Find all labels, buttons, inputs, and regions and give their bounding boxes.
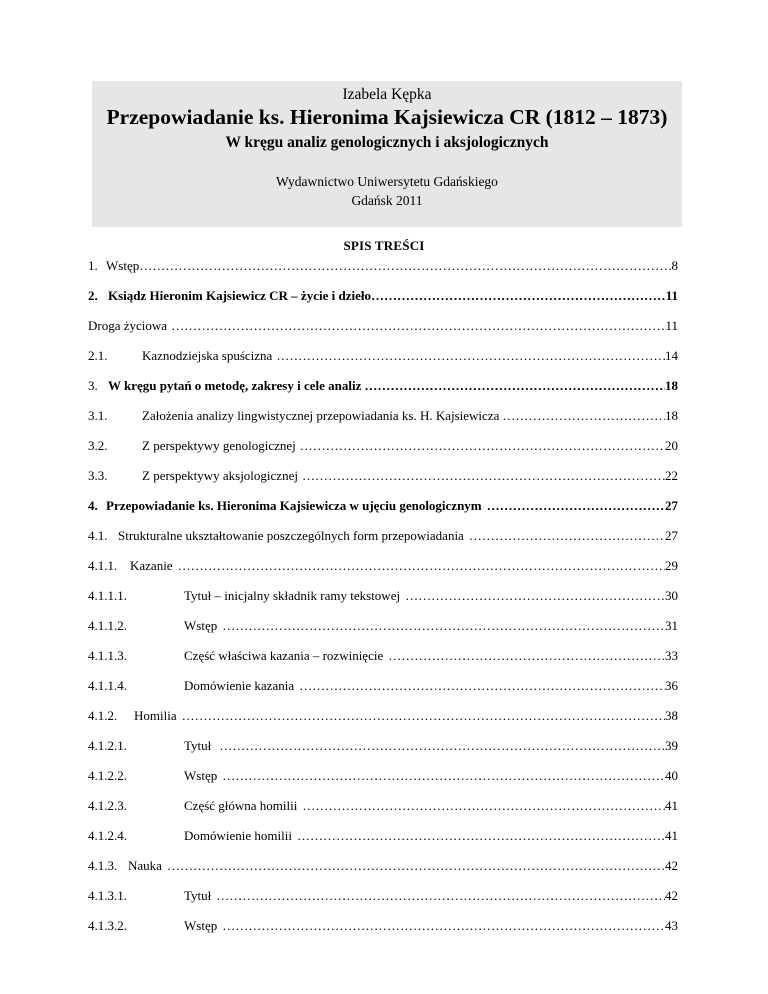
toc-entry-title: Kazanie <box>130 558 173 573</box>
book-subtitle: W kręgu analiz genologicznych i aksjologicznych <box>225 134 549 151</box>
toc-entry-title: Wstęp <box>184 618 218 633</box>
toc-heading: SPIS TREŚCI <box>343 238 425 253</box>
toc-entry-page: 33 <box>665 648 678 663</box>
toc-entry <box>88 798 678 818</box>
toc-entry-title: Założenia analizy lingwistycznej przepowiadania ks. H. Kajsiewicza <box>142 408 500 423</box>
toc-leader <box>400 588 665 604</box>
toc-entry <box>88 768 678 788</box>
toc-entry <box>88 648 678 668</box>
toc-entry <box>88 348 678 368</box>
toc-leader <box>167 318 665 334</box>
toc-entry-title: Z perspektywy genologicznej <box>142 438 296 453</box>
toc-leader <box>361 378 665 394</box>
toc-entry-number: 2. <box>88 288 98 303</box>
toc-entry-page: 11 <box>665 288 678 303</box>
toc-entry <box>88 378 678 398</box>
toc-entry-title: Nauka <box>128 858 162 873</box>
toc-entry-number: 4.1.2.4. <box>88 828 127 843</box>
toc-entry-number: 4.1.1.2. <box>88 618 127 633</box>
toc-entry-title: Domówienie kazania <box>184 678 295 693</box>
toc-leader <box>173 558 665 574</box>
toc-entry-page: 38 <box>665 708 678 723</box>
toc-entry-title: Przepowiadanie ks. Hieronima Kajsiewicza w ujęciu genologicznym <box>106 498 482 513</box>
publication-place-year: Gdańsk 2011 <box>351 193 423 208</box>
toc-leader <box>294 678 665 694</box>
toc-entry-title: Strukturalne ukształtowanie poszczególnych form przepowiadania <box>118 528 464 543</box>
toc-leader <box>211 738 665 754</box>
toc-entry <box>88 678 678 698</box>
toc-entry-number: 4.1.3.2. <box>88 918 127 933</box>
toc-entry <box>88 408 678 428</box>
toc-leader <box>292 828 665 844</box>
toc-entry-title: Tytuł <box>184 888 212 903</box>
toc-leader <box>371 288 666 304</box>
toc-entry-title: Kaznodziejska spuścizna <box>142 348 273 363</box>
toc-entry-page: 11 <box>665 318 678 333</box>
toc-entry-title: Tytuł <box>184 738 212 753</box>
toc-entry <box>88 738 678 758</box>
toc-leader <box>297 798 665 814</box>
toc-entry-page: 43 <box>665 918 678 933</box>
toc-entry-number: 4.1. <box>88 528 108 543</box>
toc-entry-title: Wstęp <box>106 258 140 273</box>
toc-entry-title: Homilia <box>134 708 177 723</box>
toc-entry-page: 27 <box>665 528 678 543</box>
toc-entry-number: 4. <box>88 498 98 513</box>
publisher: Wydawnictwo Uniwersytetu Gdańskiego <box>276 174 498 189</box>
toc-leader <box>217 768 665 784</box>
toc-entry-page: 41 <box>665 798 678 813</box>
toc-entry-number: 4.1.3. <box>88 858 118 873</box>
toc-leader <box>177 708 665 724</box>
toc-entry-page: 14 <box>665 348 678 363</box>
toc-entry <box>88 828 678 848</box>
toc-entry-page: 40 <box>665 768 678 783</box>
toc-entry <box>88 618 678 638</box>
toc-leader <box>464 528 665 544</box>
author-name: Izabela Kępka <box>342 86 432 103</box>
toc-entry-number: 4.1.2.2. <box>88 768 127 783</box>
toc-leader <box>211 888 665 904</box>
toc-entry-number: 2.1. <box>88 348 108 363</box>
toc-entry-page: 42 <box>665 888 678 903</box>
toc-entry <box>88 888 678 908</box>
toc-entry-number: 4.1.3.1. <box>88 888 127 903</box>
toc-entry-page: 41 <box>665 828 678 843</box>
toc-entry-title: Domówienie homilii <box>184 828 292 843</box>
toc-entry-number: 3.1. <box>88 408 108 423</box>
toc-leader <box>272 348 665 364</box>
toc-entry <box>88 318 678 338</box>
toc-entry-title: Z perspektywy aksjologicznej <box>142 468 298 483</box>
toc-entry-number: 4.1.2.3. <box>88 798 127 813</box>
toc-leader <box>296 438 665 454</box>
toc-entry-page: 20 <box>665 438 678 453</box>
toc-entry <box>88 588 678 608</box>
toc-entry-title: Tytuł – inicjalny składnik ramy tekstowej <box>184 588 401 603</box>
toc-entry-number: 4.1.2.1. <box>88 738 127 753</box>
toc-entry-number: 4.1.1.3. <box>88 648 127 663</box>
toc-entry <box>88 288 678 308</box>
toc-entry-title: Część główna homilii <box>184 798 298 813</box>
toc-entry-title: Droga życiowa <box>88 318 168 333</box>
toc-entry-number: 3. <box>88 378 98 393</box>
toc-entry <box>88 258 678 278</box>
toc-entry <box>88 528 678 548</box>
toc-entry-number: 3.3. <box>88 468 108 483</box>
toc-entry-page: 18 <box>665 408 678 423</box>
toc-entry-number: 3.2. <box>88 438 108 453</box>
toc-leader <box>162 858 665 874</box>
toc-entry-page: 8 <box>671 258 678 273</box>
toc-entry <box>88 438 678 458</box>
toc-entry-number: 4.1.1.4. <box>88 678 127 693</box>
toc-leader <box>499 408 665 424</box>
toc-entry-title: W kręgu pytań o metodę, zakresy i cele analiz <box>108 378 362 393</box>
toc-entry <box>88 708 678 728</box>
toc-entry-page: 30 <box>665 588 678 603</box>
toc-leader <box>217 918 665 934</box>
toc-entry <box>88 498 678 518</box>
toc-entry <box>88 468 678 488</box>
toc-leader <box>217 618 665 634</box>
toc-entry-page: 36 <box>665 678 678 693</box>
toc-entry-number: 4.1.1. <box>88 558 118 573</box>
toc-leader <box>298 468 665 484</box>
toc-entry <box>88 918 678 938</box>
toc-entry <box>88 858 678 878</box>
toc-entry-page: 22 <box>665 468 678 483</box>
toc-entry-title: Wstęp <box>184 768 218 783</box>
toc-entry-title: Wstęp <box>184 918 218 933</box>
toc-entry-page: 39 <box>665 738 678 753</box>
toc-entry-page: 31 <box>665 618 678 633</box>
toc-entry-page: 27 <box>665 498 678 513</box>
toc-entry <box>88 558 678 578</box>
toc-entry-page: 29 <box>665 558 678 573</box>
title-block <box>92 81 682 227</box>
toc-leader <box>139 258 671 274</box>
toc-entry-title: Część właściwa kazania – rozwinięcie <box>184 648 384 663</box>
toc-entry-number: 4.1.2. <box>88 708 118 723</box>
toc-entry-title: Ksiądz Hieronim Kajsiewicz CR – życie i dzieło <box>108 288 371 303</box>
toc-entry-number: 1. <box>88 258 98 273</box>
toc-entry-number: 4.1.1.1. <box>88 588 127 603</box>
toc-entry-page: 42 <box>665 858 678 873</box>
book-title: Przepowiadanie ks. Hieronima Kajsiewicza CR (1812 – 1873) <box>106 105 668 129</box>
toc-entry-page: 18 <box>665 378 678 393</box>
toc-leader <box>383 648 665 664</box>
toc-leader <box>482 498 665 514</box>
